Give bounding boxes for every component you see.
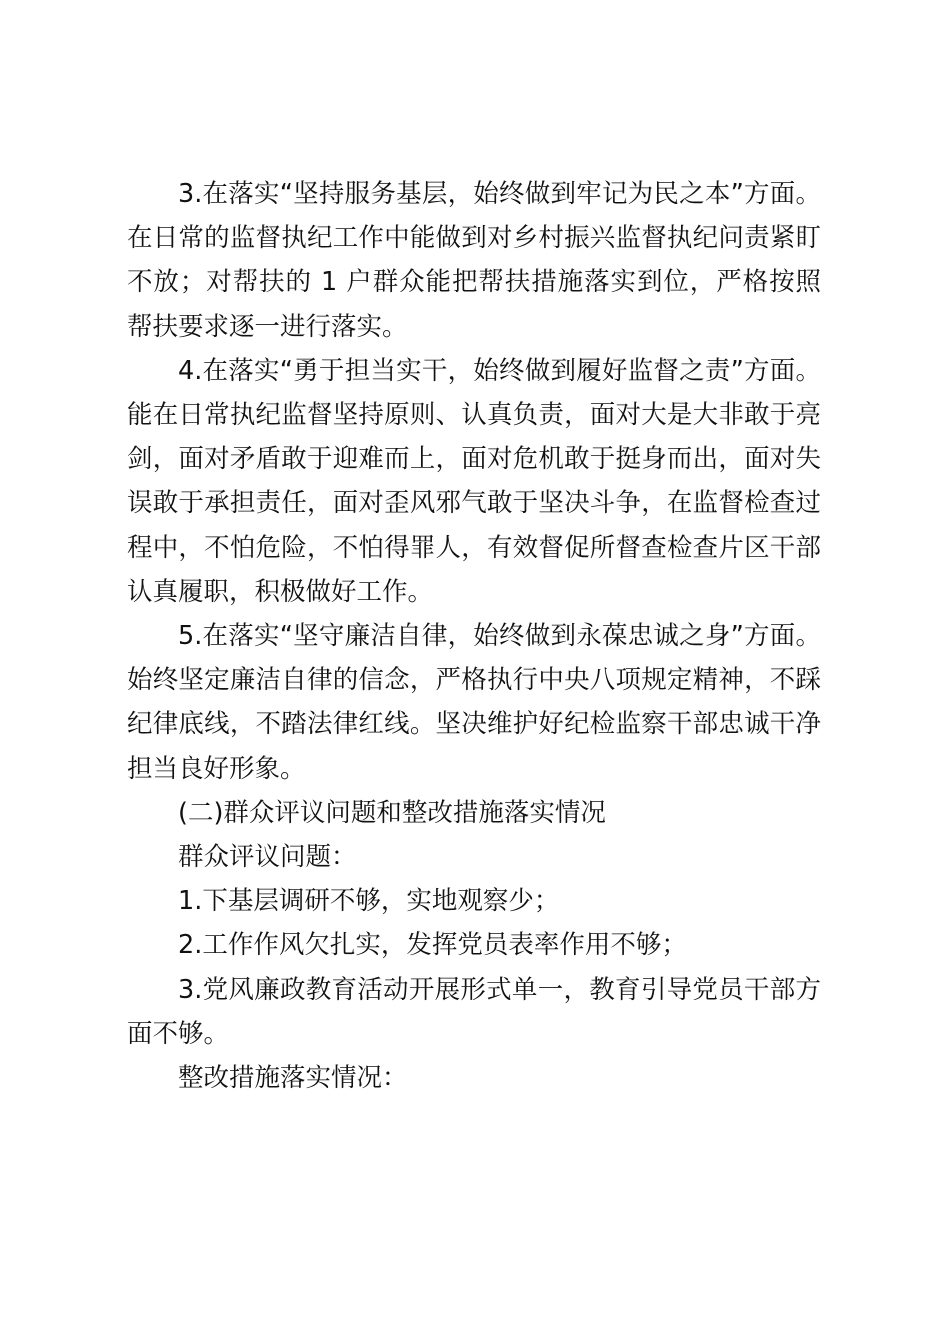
subheading-rectification-status: 整改措施落实情况：: [178, 1063, 408, 1094]
issue-item-3: 3.党风廉政教育活动开展形式单一，教育引导党员干部方面不够。: [127, 974, 821, 1049]
issue-item-1: 1.下基层调研不够，实地观察少；: [178, 886, 560, 917]
issue-item-2: 2.工作作风欠扎实，发挥党员表率作用不够；: [178, 930, 687, 961]
paragraph-item-5-integrity: 5.在落实“坚守廉洁自律，始终做到永葆忠诚之身”方面。始终坚定廉洁自律的信念，严格执行中央八项规定精神，不踩纪律底线，不踏法律红线。坚决维护好纪检监察干部忠诚干净担当良好形象。: [127, 621, 821, 784]
document-body: [127, 172, 821, 1100]
subheading-review-issues: 群众评议问题：: [178, 842, 357, 873]
paragraph-item-4-take-responsibility: 4.在落实“勇于担当实干，始终做到履好监督之责”方面。能在日常执纪监督坚持原则、认真负责，面对大是大非敢于亮剑，面对矛盾敢于迎难而上，面对危机敢于挺身而出，面对失误敢于承担责任，面对歪风邪气敢于坚决斗争，在监督检查过程中，不怕危险，不怕得罪人，有效督促所督查检查片区干部认真履职，积极做好工作。: [127, 355, 821, 607]
section-heading-public-review: (二)群众评议问题和整改措施落实情况: [178, 797, 606, 828]
paragraph-item-3-serve-grassroots: 3.在落实“坚持服务基层，始终做到牢记为民之本”方面。在日常的监督执纪工作中能做到对乡村振兴监督执纪问责紧盯不放；对帮扶的 1 户群众能把帮扶措施落实到位，严格按照帮扶要求逐一进行落实。: [127, 179, 821, 342]
